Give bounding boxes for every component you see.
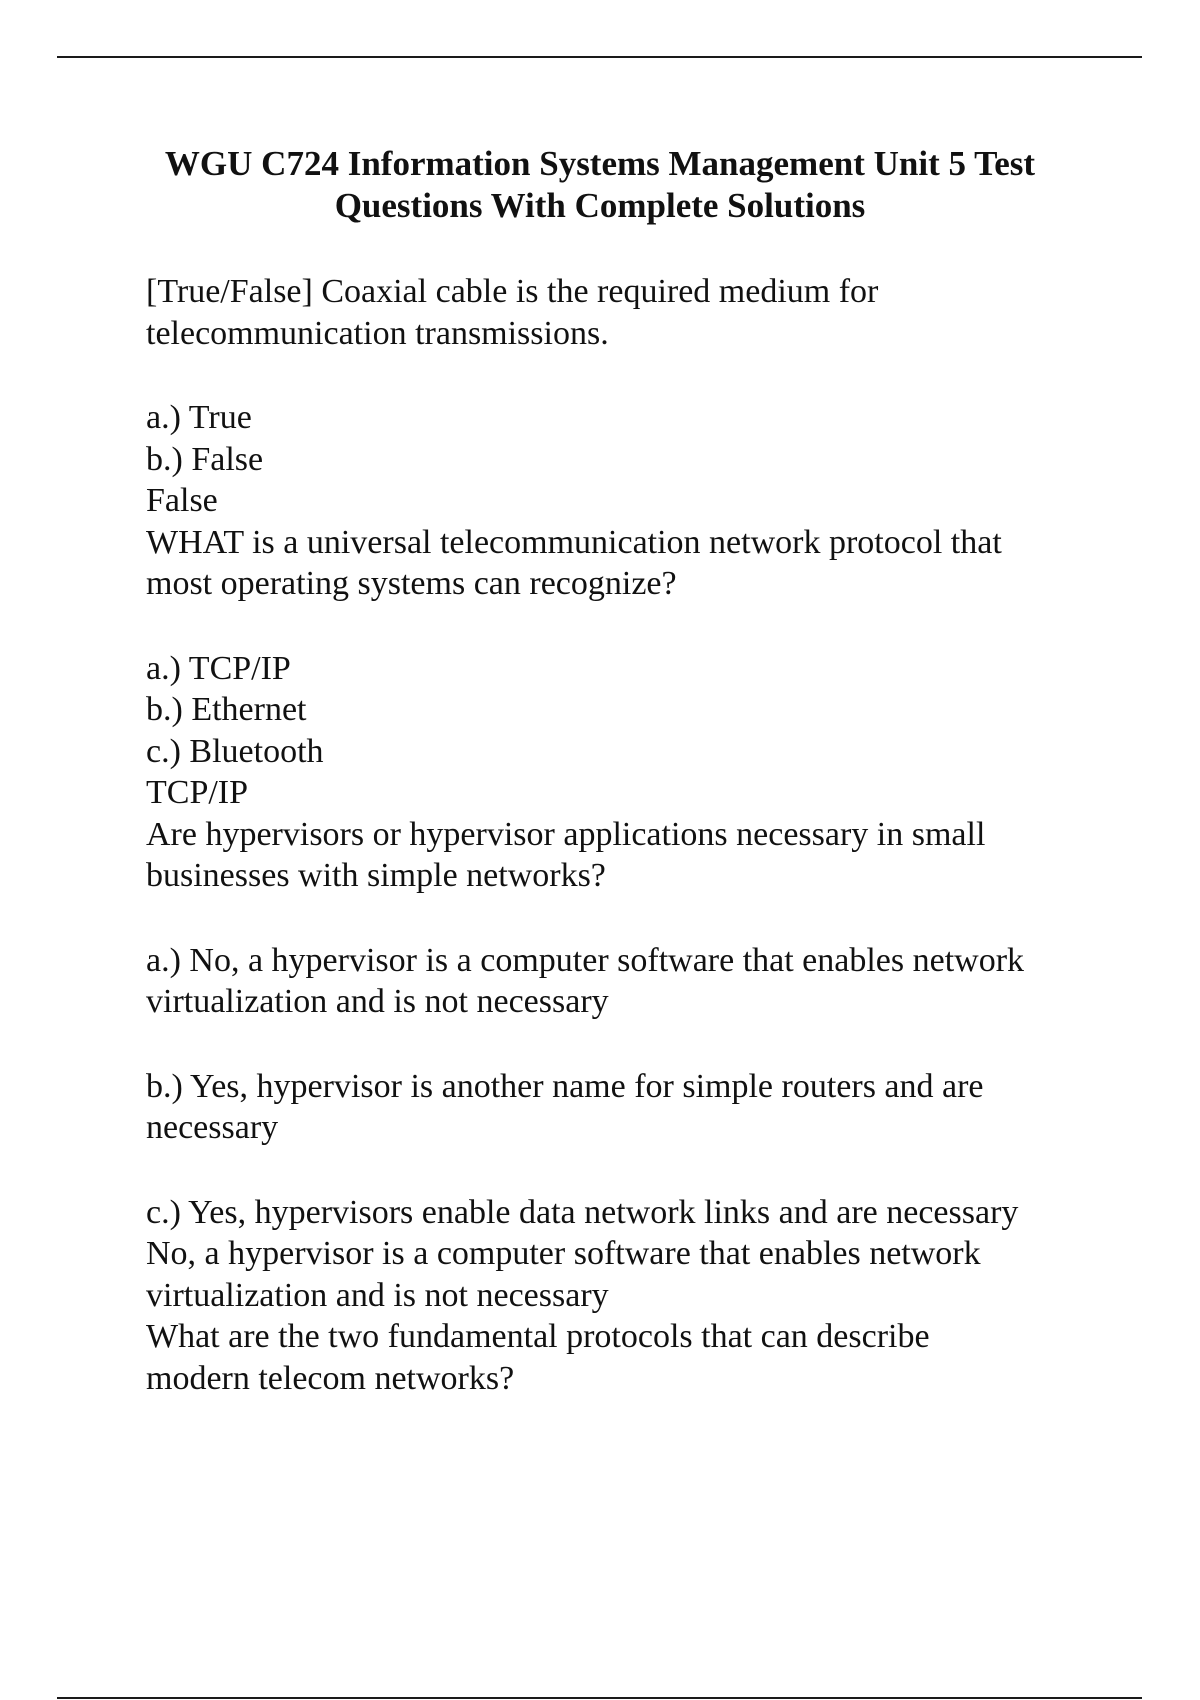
question-3-answer: No, a hypervisor is a computer software that enables network xyxy=(146,1235,981,1272)
question-2-option-b: b.) Ethernet xyxy=(146,691,307,728)
question-2-answer: TCP/IP xyxy=(146,774,249,811)
question-4-text: What are the two fundamental protocols that can describe xyxy=(146,1318,930,1355)
document-body xyxy=(146,271,1146,1399)
question-3-answer: virtualization and is not necessary xyxy=(146,1276,609,1314)
document-title xyxy=(100,143,1100,227)
spacer xyxy=(146,897,1146,940)
question-2-option-c: c.) Bluetooth xyxy=(146,732,324,770)
title-line: Questions With Complete Solutions xyxy=(334,186,866,225)
question-2-text: most operating systems can recognize? xyxy=(146,565,677,602)
question-1-answer: False xyxy=(146,482,218,519)
question-3-text: businesses with simple networks? xyxy=(146,857,606,894)
question-2-option-a: a.) TCP/IP xyxy=(146,649,291,687)
spacer xyxy=(146,1149,1146,1192)
top-rule xyxy=(57,56,1142,58)
question-3-option-b: b.) Yes, hypervisor is another name for simple routers and are xyxy=(146,1067,984,1105)
question-1-option-a: a.) True xyxy=(146,399,252,436)
bottom-rule xyxy=(57,1697,1142,1699)
spacer xyxy=(146,605,1146,648)
question-3-option-a: virtualization and is not necessary xyxy=(146,983,609,1020)
question-1-text: [True/False] Coaxial cable is the required medium for xyxy=(146,273,879,310)
question-3-option-c: c.) Yes, hypervisors enable data network links and are necessary xyxy=(146,1193,1019,1231)
question-2-text: WHAT is a universal telecommunication network protocol that xyxy=(146,523,1002,561)
question-3-text: Are hypervisors or hypervisor applications necessary in small xyxy=(146,815,986,853)
question-4-text: modern telecom networks? xyxy=(146,1359,515,1397)
title-line: WGU C724 Information Systems Management Unit 5 Test xyxy=(164,144,1036,183)
question-3-option-b: necessary xyxy=(146,1109,279,1146)
spacer xyxy=(146,354,1146,397)
spacer xyxy=(146,1023,1146,1066)
question-1-option-b: b.) False xyxy=(146,440,264,478)
question-1-text: telecommunication transmissions. xyxy=(146,314,609,352)
question-3-option-a: a.) No, a hypervisor is a computer software that enables network xyxy=(146,941,1025,979)
